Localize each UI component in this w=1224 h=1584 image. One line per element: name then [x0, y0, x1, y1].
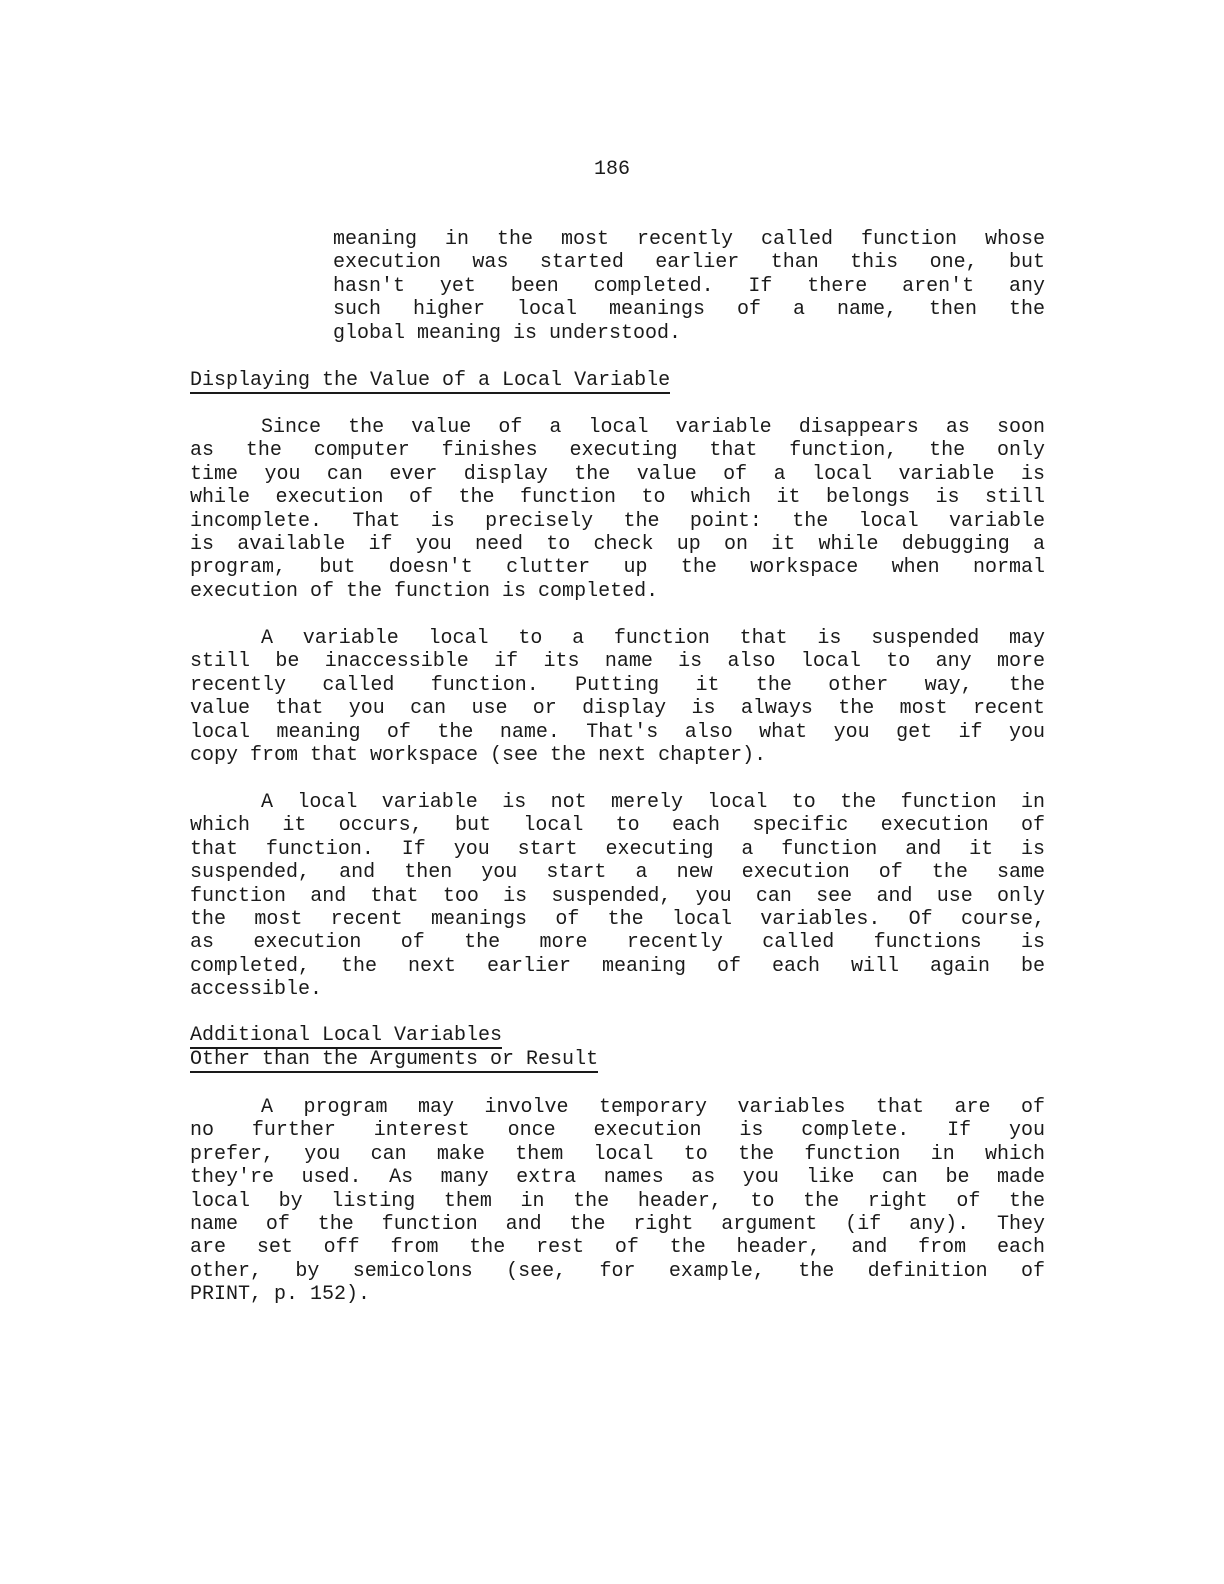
text-line: copy from that workspace (see the next chapter). — [190, 743, 767, 767]
text-line: accessible. — [190, 978, 323, 1002]
text-line: recently called function. Putting it the other way, the — [190, 673, 1045, 697]
text-line: A variable local to a function that is suspended may — [261, 627, 1045, 650]
text-line: hasn't yet been completed. If there aren't any — [333, 274, 1045, 298]
section-heading-text: Displaying the Value of a Local Variable — [190, 369, 671, 392]
text-line: such higher local meanings of a name, then the — [333, 298, 1045, 322]
section-heading-additional — [190, 1025, 598, 1073]
paragraph-a-local-variable — [190, 791, 1045, 1002]
text-line: prefer, you can make them local to the function in which — [190, 1142, 1045, 1166]
text-line: completed, the next earlier meaning of each will again be — [190, 954, 1045, 978]
text-line: are set off from the rest of the header, and from each — [190, 1236, 1045, 1260]
text-line: local meaning of the name. That's also what you get if you — [190, 720, 1045, 744]
page-number: 186 — [593, 158, 630, 181]
text-line: local by listing them in the header, to the right of the — [190, 1189, 1045, 1213]
text-line: A program may involve temporary variables that are of — [261, 1096, 1045, 1119]
text-line: they're used. As many extra names as you like can be made — [190, 1166, 1045, 1190]
section-heading-text: Additional Local Variables — [190, 1024, 503, 1047]
text-line: which it occurs, but local to each specific execution of — [190, 814, 1045, 838]
text-line: Since the value of a local variable disappears as soon — [261, 416, 1045, 439]
text-line: while execution of the function to which it belongs is still — [190, 486, 1045, 510]
text-line: execution of the function is completed. — [190, 579, 659, 603]
paragraph-a-variable — [190, 627, 1045, 767]
continuation-paragraph — [333, 228, 1045, 345]
text-line: time you can ever display the value of a local variable is — [190, 462, 1045, 486]
text-line: execution was started earlier than this one, but — [333, 251, 1045, 275]
paragraph-since — [190, 416, 1045, 603]
text-line: is available if you need to check up on it while debugging a — [190, 532, 1045, 556]
text-line: incomplete. That is precisely the point: the local variable — [190, 509, 1045, 533]
text-line: global meaning is understood. — [333, 321, 682, 345]
text-line: still be inaccessible if its name is also local to any more — [190, 650, 1045, 674]
text-line: the most recent meanings of the local variables. Of course, — [190, 907, 1045, 931]
text-line: function and that too is suspended, you can see and use only — [190, 884, 1045, 908]
text-line: other, by semicolons (see, for example, the definition of — [190, 1259, 1045, 1283]
section-heading-text: Other than the Arguments or Result — [190, 1048, 599, 1071]
section-heading-displaying — [190, 369, 670, 394]
text-line: value that you can use or display is always the most recent — [190, 697, 1045, 721]
text-line: as the computer finishes executing that function, the only — [190, 439, 1045, 463]
text-line: name of the function and the right argument (if any). They — [190, 1212, 1045, 1236]
text-line: suspended, and then you start a new execution of the same — [190, 861, 1045, 885]
text-line: no further interest once execution is complete. If you — [190, 1119, 1045, 1143]
text-line: meaning in the most recently called function whose — [333, 228, 1045, 251]
text-line: as execution of the more recently called functions is — [190, 931, 1045, 955]
text-line: A local variable is not merely local to the function in — [261, 791, 1045, 814]
text-line: that function. If you start executing a function and it is — [190, 837, 1045, 861]
text-line: PRINT, p. 152). — [190, 1283, 371, 1307]
paragraph-a-program — [190, 1096, 1045, 1307]
text-line: program, but doesn't clutter up the workspace when normal — [190, 556, 1045, 580]
